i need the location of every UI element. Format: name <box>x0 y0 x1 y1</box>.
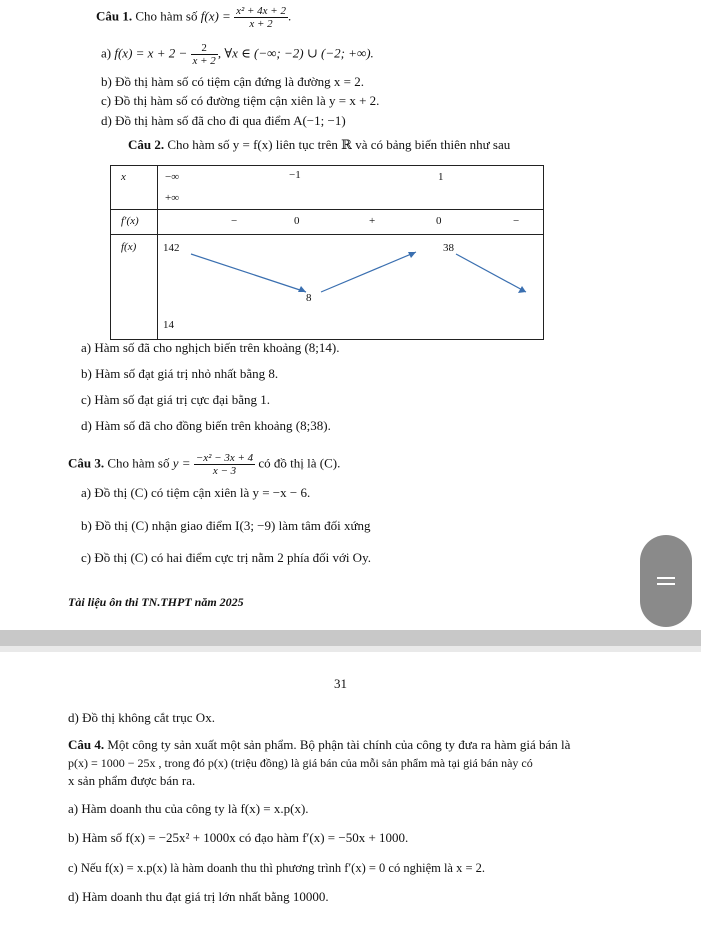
f-value: 38 <box>443 242 454 254</box>
f-value: 142 <box>163 242 180 254</box>
q1-a-num: 2 <box>191 42 218 55</box>
q2-header <box>128 137 510 153</box>
fprime-sign: − <box>231 215 238 227</box>
fprime-sign: − <box>513 215 520 227</box>
footer-note: Tài liệu ôn thi TN.THPT năm 2025 <box>68 595 244 609</box>
arrowhead <box>518 286 526 293</box>
grip-icon <box>657 577 675 579</box>
q1-a-den: x + 2 <box>192 55 216 67</box>
q3-b: b) Đồ thị (C) nhận giao điểm I(3; −9) làm tâm đối xứng <box>81 518 371 533</box>
x-value: −∞ <box>165 171 180 183</box>
q1-header: Câu 1. Cho hàm số f(x) = $\frac{\text{x² + 4x + 2}}{x + 2}$ . <box>96 5 292 30</box>
fprime-sign: 0 <box>294 215 300 227</box>
q1-func-den: x + 2 <box>249 18 273 30</box>
q1-a <box>101 42 374 67</box>
fprime-sign: 0 <box>436 215 442 227</box>
q4-b: b) Hàm số f(x) = −25x² + 1000x có đạo hàm f′(x) = −50x + 1000. <box>68 830 409 845</box>
arrow-decrease <box>191 254 306 292</box>
q1-func-num: x² + 4x + 2 <box>236 5 286 17</box>
q4-d: d) Hàm doanh thu đạt giá trị lớn nhất bằng 10000. <box>68 889 329 904</box>
q1-a-post: , ∀x ∈ (−∞; −2) ∪ (−2; +∞). <box>217 45 374 61</box>
x-value: +∞ <box>165 192 180 204</box>
q3-c: c) Đồ thị (C) có hai điểm cực trị nằm 2 phía đối với Oy. <box>81 550 371 565</box>
q1-a-pre: f(x) = x + 2 − <box>114 45 188 61</box>
arrowhead <box>298 286 306 292</box>
q2-d: d) Hàm số đã cho đồng biến trên khoảng (8;38). <box>81 418 331 433</box>
grip-icon <box>657 583 675 585</box>
q1-d: d) Đồ thị hàm số đã cho đi qua điểm A(−1; −1) <box>101 113 346 128</box>
q3-a: a) Đồ thị (C) có tiệm cận xiên là y = −x − 6. <box>81 485 311 500</box>
q1-a-fraction <box>191 42 218 67</box>
q2-b: b) Hàm số đạt giá trị nhỏ nhất bằng 8. <box>81 366 279 381</box>
x-value: −1 <box>289 169 301 181</box>
q3-stem: Cho hàm số <box>107 455 170 471</box>
q1-a-label: a) <box>101 45 112 61</box>
q1-b: b) Đồ thị hàm số có tiệm cận đứng là đường x = 2. <box>101 74 364 89</box>
q3-func-den: x − 3 <box>212 465 237 477</box>
arrow-decrease <box>456 254 526 292</box>
page-number: 31 <box>334 676 347 691</box>
q3-label: Câu 3. <box>68 455 105 471</box>
q4-a: a) Hàm doanh thu của công ty là f(x) = x.p(x). <box>68 801 309 816</box>
q3-func-post: có đồ thị là (C). <box>258 455 341 471</box>
q3-func-fraction <box>194 452 255 477</box>
arrow-increase <box>321 252 416 292</box>
q4-label: Câu 4. <box>68 737 105 752</box>
q1-c: c) Đồ thị hàm số có đường tiệm cận xiên là y = x + 2. <box>101 93 380 108</box>
q1-func-fraction <box>234 5 288 30</box>
variation-arrows <box>111 166 543 339</box>
q1-func-lhs: f(x) = <box>200 8 231 24</box>
f-label: f(x) <box>121 241 137 253</box>
f-value: 14 <box>163 319 174 331</box>
q4-stem3: x sản phẩm được bán ra. <box>68 773 196 788</box>
scroll-thumb[interactable] <box>640 535 692 627</box>
q1-label: Câu 1. <box>96 8 133 24</box>
q2-a: a) Hàm số đã cho nghịch biến trên khoảng (8;14). <box>81 340 340 355</box>
q3-func-num: −x² − 3x + 4 <box>195 452 254 464</box>
q2-c: c) Hàm số đạt giá trị cực đại bằng 1. <box>81 392 270 407</box>
q3-header <box>68 452 340 477</box>
fprime-sign: + <box>369 215 376 227</box>
q1-stem: Cho hàm số <box>135 8 198 24</box>
q3-d: d) Đồ thị không cắt trục Ox. <box>68 710 215 725</box>
q4-stem2: p(x) = 1000 − 25x , trong đó p(x) (triệu đồng) là giá bán của mỗi sản phẩm mà tại giá bán này có <box>68 756 533 770</box>
variation-table <box>110 165 544 340</box>
q4-stem1: Một công ty sản xuất một sản phẩm. Bộ phận tài chính của công ty đưa ra hàm giá bán là <box>107 737 571 752</box>
q4-line1 <box>68 737 570 753</box>
q4-c: c) Nếu f(x) = x.p(x) là hàm doanh thu thì phương trình f′(x) = 0 có nghiệm là x = 2. <box>68 861 486 875</box>
q2-stem: Cho hàm số y = f(x) liên tục trên ℝ và có bảng biến thiên như sau <box>167 137 511 152</box>
x-value: 1 <box>438 171 444 183</box>
f-value: 8 <box>306 292 312 304</box>
page-separator <box>0 630 701 646</box>
q2-label: Câu 2. <box>128 137 165 152</box>
q3-func-lhs: y = <box>172 455 191 471</box>
x-label: x <box>121 171 126 183</box>
page-separator-shadow <box>0 646 701 652</box>
fprime-label: f′(x) <box>121 215 139 227</box>
